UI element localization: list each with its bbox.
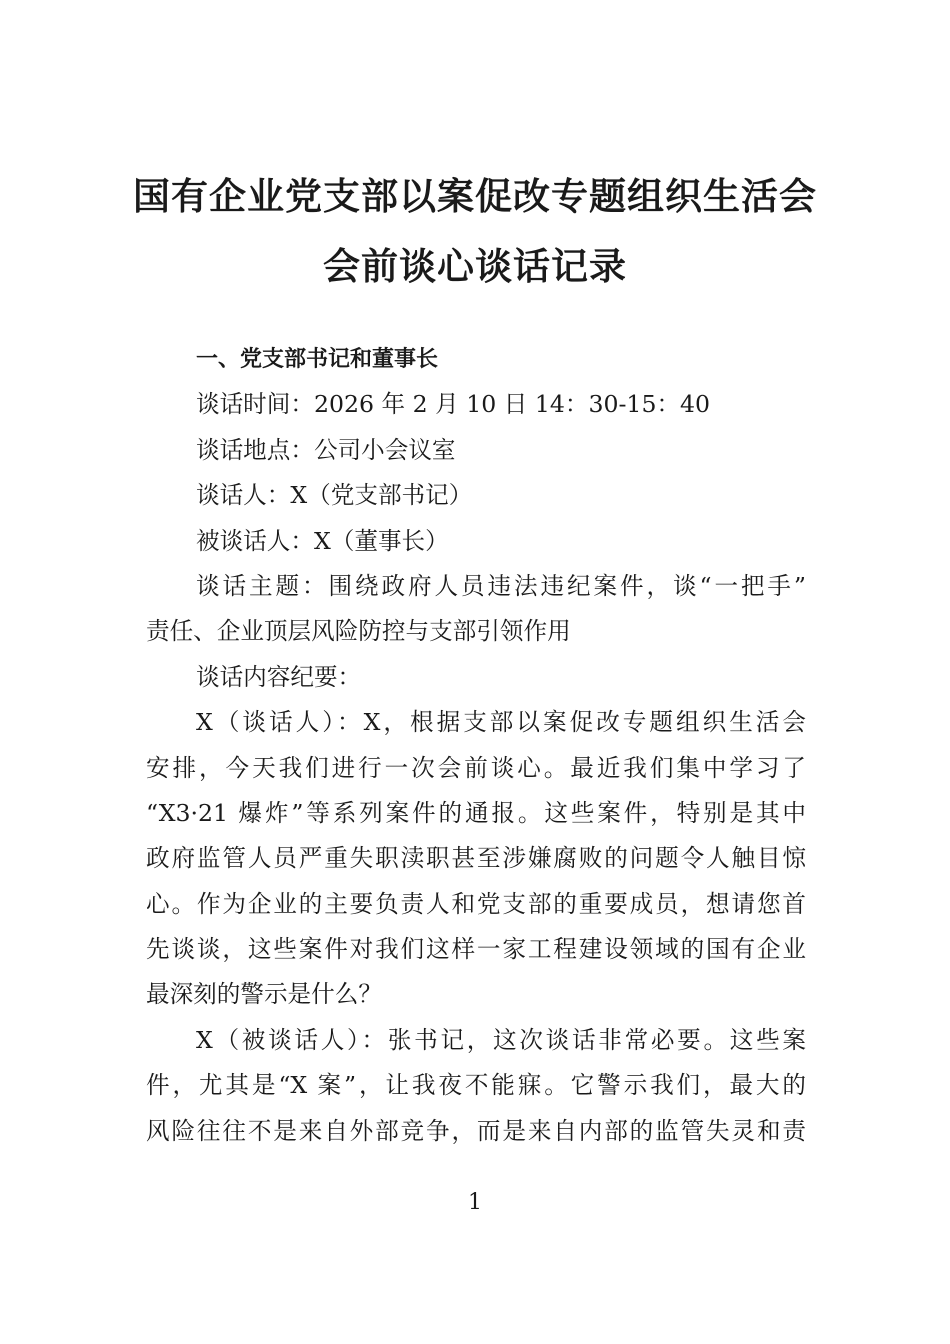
document-title-line-1: 国有企业党支部以案促改专题组织生活会 (133, 174, 817, 218)
document-title-line-2: 会前谈心谈话记录 (323, 244, 627, 288)
paragraph-interviewer (146, 700, 806, 1018)
paragraph-line: 件，尤其是“X 案”，让我夜不能寐。它警示我们，最大的 (146, 1071, 806, 1100)
document-body (146, 337, 806, 1154)
paragraph-line: 心。作为企业的主要负责人和党支部的重要成员，想请您首 (146, 889, 806, 918)
paragraph-line: X（被谈话人）：张书记，这次谈话非常必要。这些案 (196, 1025, 806, 1054)
paragraph-line: X（谈话人）：X，根据支部以案促改专题组织生活会 (196, 708, 806, 737)
talk-topic-line-2: 责任、企业顶层风险防控与支部引领作用 (146, 617, 571, 646)
talk-interviewee: 被谈话人：X（董事长） (196, 526, 449, 555)
paragraph-line: 先谈谈，这些案件对我们这样一家工程建设领域的国有企业 (146, 935, 806, 964)
summary-label: 谈话内容纪要： (196, 662, 362, 691)
talk-interviewer: 谈话人：X（党支部书记） (196, 481, 473, 510)
paragraph-line: 风险往往不是来自外部竞争，而是来自内部的监管失灵和责 (146, 1116, 806, 1145)
page-number: 1 (468, 1190, 482, 1215)
paragraph-line: “X3·21 爆炸”等系列案件的通报。这些案件，特别是其中 (146, 798, 806, 827)
talk-location: 谈话地点：公司小会议室 (196, 435, 456, 464)
talk-topic-line-1: 谈话主题：围绕政府人员违法违纪案件，谈“一把手” (196, 571, 806, 600)
section-heading: 一、党支部书记和董事长 (196, 347, 439, 372)
paragraph-line: 安排，今天我们进行一次会前谈心。最近我们集中学习了 (146, 753, 806, 782)
paragraph-line: 政府监管人员严重失职渎职甚至涉嫌腐败的问题令人触目惊 (146, 844, 806, 873)
talk-time: 谈话时间：2026 年 2 月 10 日 14：30-15：40 (196, 390, 711, 419)
paragraph-interviewee (146, 1018, 806, 1154)
paragraph-line: 最深刻的警示是什么？ (146, 980, 382, 1009)
